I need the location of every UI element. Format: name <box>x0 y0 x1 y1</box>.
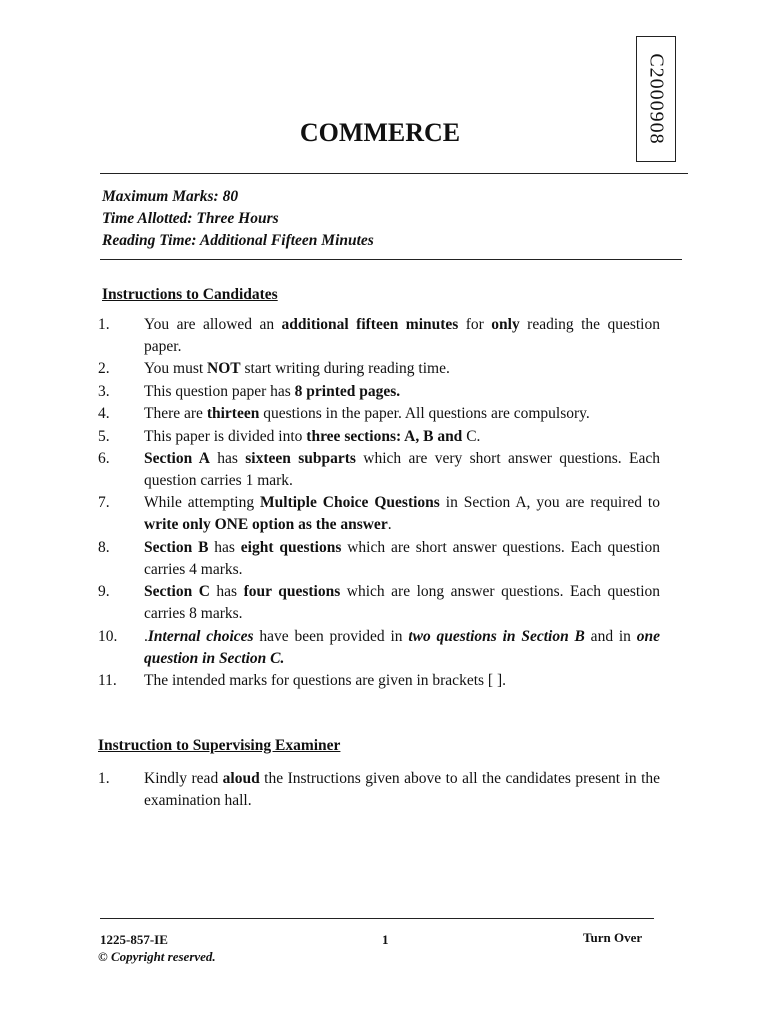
text-run: sixteen subparts <box>245 449 356 467</box>
footer-copyright: © Copyright reserved. <box>98 949 216 964</box>
instructions-heading: Instructions to Candidates <box>102 286 278 303</box>
text-run: thirteen <box>206 405 260 423</box>
text-run: one question in Section C. <box>144 627 660 667</box>
item-text <box>144 670 660 692</box>
text-run: . <box>387 516 392 534</box>
text-run: NOT <box>207 360 241 378</box>
text-run: aloud <box>222 770 260 787</box>
text-run: has <box>209 583 244 601</box>
instruction-item <box>98 314 660 358</box>
item-text <box>144 314 660 358</box>
text-run: has <box>209 449 246 467</box>
item-number: 10. <box>98 627 118 645</box>
text-run: for <box>458 316 492 333</box>
instruction-item <box>98 581 660 625</box>
item-number: 2. <box>98 360 110 378</box>
text-run: which are long answer questions. Each question carries 8 marks. <box>144 583 661 623</box>
supervisor-instruction-item <box>98 768 660 812</box>
text-run: start writing during reading time. <box>240 360 450 378</box>
text-run: Kindly read <box>144 770 223 787</box>
item-number: 8. <box>98 538 110 556</box>
item-text <box>144 358 660 380</box>
footer-code: 1225-857-IE <box>100 932 168 947</box>
page-title: COMMERCE <box>299 118 461 147</box>
item-number: 4. <box>98 405 110 423</box>
text-run: the Instructions given above to all the candidates present in the examination hall. <box>144 770 660 809</box>
instruction-item <box>98 492 660 536</box>
item-number: 11. <box>98 671 117 689</box>
item-text <box>144 448 660 492</box>
footer-turn-over: Turn Over <box>583 930 643 945</box>
text-run: The intended marks for questions are given in brackets [ ]. <box>144 671 506 689</box>
text-run: have been provided in <box>253 627 409 645</box>
text-run: . <box>144 627 148 645</box>
text-run: which are short answer questions. Each question carries 4 marks. <box>144 538 660 578</box>
text-run: Section A <box>144 449 210 467</box>
text-run: two questions in Section B <box>408 627 585 645</box>
item-number: 5. <box>98 427 110 445</box>
text-run: reading the question paper. <box>144 316 660 355</box>
instruction-item <box>98 381 660 403</box>
item-text <box>144 492 660 536</box>
text-run: 8 printed pages. <box>294 382 401 400</box>
item-text <box>144 768 660 812</box>
item-text <box>144 581 660 625</box>
item-text <box>144 381 660 403</box>
instruction-item <box>98 403 660 425</box>
instruction-item <box>98 670 660 692</box>
footer-page-number: 1 <box>382 932 389 947</box>
item-number: 9. <box>98 583 110 601</box>
text-run: four questions <box>243 583 341 601</box>
text-run: which are very short answer questions. Each question carries 1 mark. <box>144 449 660 489</box>
supervisor-heading: Instruction to Supervising Examiner <box>98 737 341 754</box>
text-run: and in <box>584 627 637 645</box>
instruction-item <box>98 358 660 380</box>
instruction-item <box>98 537 660 581</box>
text-run: only <box>491 316 520 333</box>
text-run: has <box>208 538 241 556</box>
item-text <box>144 626 660 670</box>
item-text <box>144 403 660 425</box>
text-run: C. <box>462 427 481 445</box>
instruction-item <box>98 626 660 670</box>
text-run: You are allowed an <box>144 316 282 333</box>
item-number: 1. <box>98 316 110 333</box>
divider-top <box>100 173 688 174</box>
reading-time: Reading Time: Additional Fifteen Minutes <box>102 232 374 249</box>
divider-meta <box>100 259 682 260</box>
item-number: 6. <box>98 449 110 467</box>
text-run: While attempting <box>144 494 261 512</box>
paper-code: C2000908 <box>645 53 668 145</box>
text-run: in Section A, you are required to <box>439 494 660 512</box>
divider-footer <box>100 918 654 919</box>
instruction-item <box>98 426 660 448</box>
text-run: Internal choices <box>147 627 254 645</box>
time-allotted: Time Allotted: Three Hours <box>102 210 279 227</box>
text-run: This question paper has <box>144 382 295 400</box>
text-run: Section C <box>144 583 210 601</box>
item-text <box>144 426 660 448</box>
text-run: You must <box>144 360 208 378</box>
text-run: Section B <box>144 538 209 556</box>
text-run: eight questions <box>240 538 342 556</box>
item-number: 7. <box>98 494 110 512</box>
text-run: additional fifteen minutes <box>281 316 459 333</box>
text-run: three sections: A, B and <box>306 427 463 445</box>
supervisor-list <box>98 768 660 812</box>
text-run: This paper is divided into <box>144 427 307 445</box>
item-text <box>144 537 660 581</box>
text-run: Multiple Choice Questions <box>260 494 440 512</box>
text-run: questions in the paper. All questions are compulsory. <box>259 405 590 423</box>
item-number: 3. <box>98 382 110 400</box>
text-run: There are <box>144 405 207 423</box>
item-number: 1. <box>98 770 110 787</box>
maximum-marks: Maximum Marks: 80 <box>102 188 239 205</box>
text-run: write only ONE option as the answer <box>144 516 388 534</box>
instruction-item <box>98 448 660 492</box>
instructions-list <box>98 314 660 692</box>
